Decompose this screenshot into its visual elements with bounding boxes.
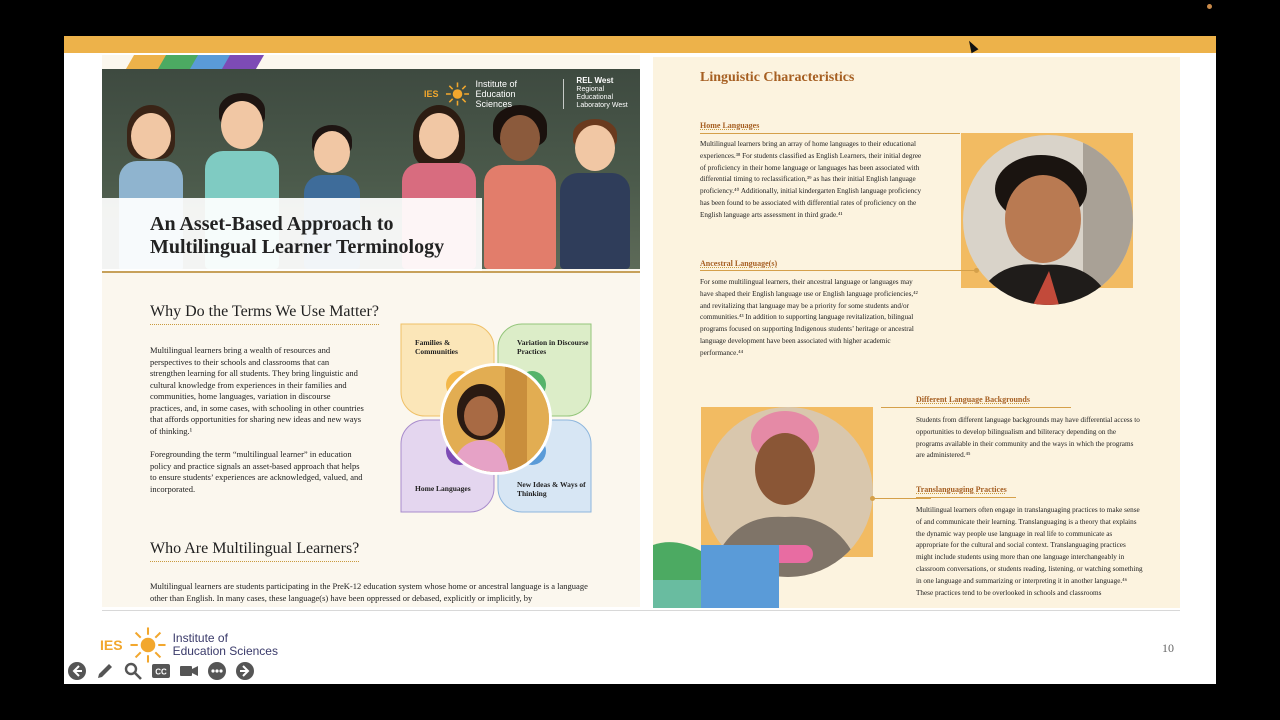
footer-name-line2: Education Sciences: [172, 644, 278, 658]
decorative-shapes: [653, 495, 783, 608]
different-backgrounds-heading: Different Language Backgrounds: [916, 395, 1030, 404]
photo-teen-boy: [963, 135, 1133, 305]
left-page: [102, 55, 640, 607]
footer-divider: [102, 610, 1180, 611]
presentation-controls: [66, 660, 256, 682]
slide-top-bar: [64, 36, 1216, 53]
slide: [64, 36, 1216, 684]
rel-sub1: Regional Educational: [576, 86, 614, 101]
asset-petal-diagram: [400, 323, 592, 513]
right-page-title: Linguistic Characteristics: [700, 70, 855, 85]
center-photo-girl: [440, 363, 552, 475]
who-heading: Who Are Multilingual Learners?: [150, 540, 359, 562]
camera-icon[interactable]: [178, 660, 200, 682]
more-icon[interactable]: [206, 660, 228, 682]
rel-sub2: Laboratory West: [576, 102, 628, 109]
title-line2: Multilingual Learner Terminology: [150, 236, 445, 258]
footer-ies-acronym: IES: [100, 637, 123, 653]
translanguaging-heading: Translanguaging Practices: [916, 485, 1007, 494]
document-title: [150, 213, 480, 259]
color-stripes: [130, 55, 260, 69]
footer-sun-icon: [129, 626, 167, 664]
ancestral-language-paragraph: For some multilingual learners, their ancestral language or languages may have shaped their English language use or English language proficiencies,⁴² and revitalizing that language may be a priority for some students and/or communities.⁴³ In addition to supporting language revitalization, bilingual programs focused on supporting Indigenous students’ heritage or ancestral language development have been associated with higher academic performance.⁴⁴: [700, 278, 918, 357]
why-paragraph-1: Multilingual learners bring a wealth of resources and perspectives to their schools and classrooms that can strengthen learning for all students. They bring linguistic and cultural knowledge from experiences in their families and communities, home languages, variation in discourse practices, and, in some cases, with schooling in other countries that affords opportunities for sharing new ideas and new ways of thinking.¹: [150, 345, 364, 436]
translanguaging-paragraph: Multilingual learners often engage in translanguaging practices to make sense of and communicate their learning. Translanguaging is a theory that explains the dynamic way people use language in real life to communicate as appropriate for the cultural and social context. Translanguaging practices might include students using more than one language interchangeably in classroom conversations, or students reading, listening, or watching something in one language and summarizing or interpreting it in another language.⁴⁶ These practices tend to be overlooked in schools and classrooms: [916, 506, 1143, 597]
rel-title: REL West: [576, 76, 614, 85]
ies-sun-icon: [445, 81, 470, 107]
petal-label-discourse: Variation in Discourse Practices: [517, 338, 589, 356]
ancestral-language-heading: Ancestral Language(s): [700, 259, 778, 268]
pen-icon[interactable]: [94, 660, 116, 682]
home-languages-paragraph: Multilingual learners bring an array of home languages to their educational experiences.³⁸ For students classified as English Learners, their initial degree of proficiency in their home language or languages has been associated with differential timing to reclassification,³⁹ as has their initial English language proficiency.⁴⁰ Additionally, initial kindergarten English language proficiency has been found to be associated with differential rates of proficiency on the English language arts assessment in third grade.⁴¹: [700, 140, 922, 219]
why-heading: Why Do the Terms We Use Matter?: [150, 303, 379, 325]
page-number: 10: [1162, 641, 1174, 655]
petal-label-families: Families & Communities: [415, 338, 458, 356]
who-paragraph: Multilingual learners are students participating in the PreK-12 education system whose home or ancestral language is a language other than English. In many cases, these language(s) have been oppressed or debased, explicitly or implicitly, by: [150, 581, 588, 603]
captions-icon[interactable]: [150, 660, 172, 682]
home-languages-heading: Home Languages: [700, 121, 760, 130]
divider: [102, 271, 640, 273]
ies-acronym: IES: [424, 88, 439, 99]
petal-label-new-ideas: New Ideas & Ways of Thinking: [517, 480, 586, 498]
footer-ies-logo: [100, 626, 278, 664]
brand-name-line1: Institute of: [475, 78, 518, 89]
forward-icon[interactable]: [234, 660, 256, 682]
back-icon[interactable]: [66, 660, 88, 682]
right-page: [653, 57, 1180, 608]
ies-rel-logo: [424, 77, 640, 110]
recording-indicator: [1207, 4, 1212, 9]
title-line1: An Asset-Based Approach to: [150, 213, 394, 235]
why-paragraph-2: Foregrounding the term “multilingual learner” in education policy and practice signals an asset-based approach that helps to ensure students’ experiences are acknowledged, valued, and incorporated.: [150, 449, 363, 494]
footer-name-line1: Institute of: [172, 631, 228, 645]
svg-text:CC: CC: [155, 667, 167, 677]
brand-name-line2: Education Sciences: [475, 88, 516, 109]
petal-label-home-languages: Home Languages: [415, 484, 471, 493]
different-backgrounds-paragraph: Students from different language backgrounds may have differential access to opportunities to develop bilingualism and biliteracy depending on the programs available in their community and the ways in which the programs are administered.⁴⁵: [916, 416, 1140, 460]
search-icon[interactable]: [122, 660, 144, 682]
